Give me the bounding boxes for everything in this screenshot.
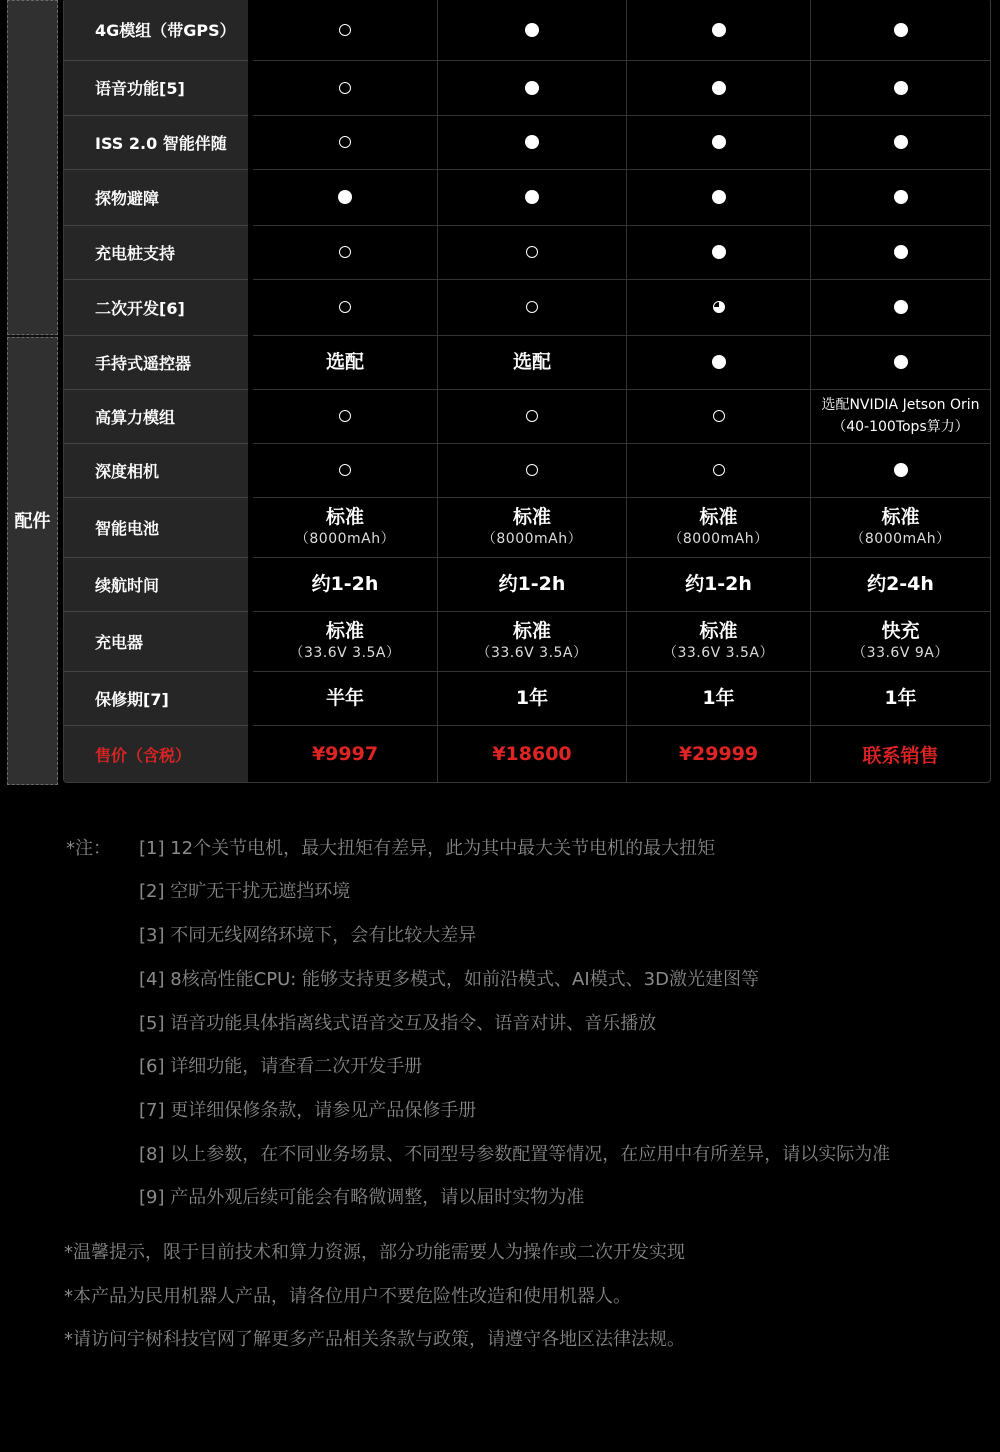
cell-value: 选配: [325, 351, 364, 373]
table-row: [64, 725, 990, 783]
table-cell: [627, 335, 810, 389]
table-cell: [811, 443, 990, 497]
cell-value: 约1-2h: [311, 573, 379, 595]
table-cell: [438, 169, 626, 225]
table-cell: [253, 725, 437, 783]
footnote-item: [8] 以上参数，在不同业务场景、不同型号参数配置等情况，在应用中有所差异，请以实际为准: [139, 1144, 891, 1165]
table-cell: [253, 169, 437, 225]
filled-circle-icon: [712, 23, 726, 37]
cell-value: 半年: [325, 687, 364, 709]
cell-value: 标准: [325, 506, 364, 528]
table-cell: [811, 611, 990, 671]
row-label: 语音功能[5]: [95, 79, 185, 98]
footnote-item: [7] 更详细保修条款，请参见产品保修手册: [139, 1100, 477, 1121]
filled-circle-icon: [525, 23, 539, 37]
empty-circle-icon: [339, 136, 351, 148]
table-cell: [253, 279, 437, 335]
price-value: ¥18600: [492, 743, 572, 765]
table-row: [64, 225, 990, 279]
table-cell: [438, 725, 626, 783]
table-row: [64, 0, 990, 60]
empty-circle-icon: [526, 410, 538, 422]
partial-circle-icon: [713, 301, 725, 313]
empty-circle-icon: [526, 246, 538, 258]
table-cell: [811, 279, 990, 335]
table-cell: [438, 60, 626, 115]
row-label: 高算力模组: [95, 407, 176, 427]
table-cell: [627, 169, 810, 225]
table-cell: [253, 557, 437, 611]
category-outline-upper: [7, 0, 58, 335]
table-row: [64, 169, 990, 225]
table-cell: [253, 0, 437, 60]
cell-subvalue: （8000mAh）: [294, 531, 396, 547]
filled-circle-icon: [894, 463, 908, 477]
filled-circle-icon: [525, 190, 539, 204]
row-label: 4G模组（带GPS）: [95, 21, 236, 40]
filled-circle-icon: [712, 190, 726, 204]
cell-value: 约1-2h: [685, 573, 752, 595]
row-label: 保修期[7]: [95, 689, 169, 709]
table-cell: [627, 557, 810, 611]
footnote-prefix: *注：: [66, 838, 111, 859]
cell-subvalue: （33.6V 9A）: [852, 645, 949, 661]
table-cell: [253, 443, 437, 497]
price-value: 联系销售: [862, 744, 939, 767]
table-cell: [253, 335, 437, 389]
table-cell: [253, 611, 437, 671]
table-cell: [253, 115, 437, 169]
filled-circle-icon: [894, 190, 908, 204]
table-cell: [811, 225, 990, 279]
cell-subvalue: （33.6V 3.5A）: [289, 645, 401, 661]
cell-value: 1年: [702, 687, 735, 709]
table-cell: [627, 389, 810, 443]
empty-circle-icon: [713, 410, 725, 422]
filled-circle-icon: [525, 135, 539, 149]
table-cell: [627, 611, 810, 671]
empty-circle-icon: [526, 301, 538, 313]
filled-circle-icon: [712, 355, 726, 369]
empty-circle-icon: [526, 464, 538, 476]
row-label: ISS 2.0 智能伴随: [95, 133, 227, 153]
filled-circle-icon: [712, 135, 726, 149]
filled-circle-icon: [712, 81, 726, 95]
table-row: [64, 443, 990, 497]
row-label: 探物避障: [95, 188, 160, 208]
footnote-item: [1] 12个关节电机，最大扭矩有差异，此为其中最大关节电机的最大扭矩: [139, 838, 716, 859]
cell-value: 标准: [699, 620, 738, 642]
empty-circle-icon: [339, 464, 351, 476]
spec-table: [63, 0, 991, 783]
table-cell: [627, 279, 810, 335]
table-row: [64, 557, 990, 611]
filled-circle-icon: [894, 245, 908, 259]
table-cell: [811, 497, 990, 557]
filled-circle-icon: [894, 23, 908, 37]
footnote-item: [9] 产品外观后续可能会有略微调整，请以届时实物为准: [139, 1187, 585, 1208]
filled-circle-icon: [525, 81, 539, 95]
cell-value: 标准: [512, 620, 551, 642]
table-cell: [438, 0, 626, 60]
category-label-accessories: 配件: [14, 511, 51, 532]
cell-subvalue: （8000mAh）: [481, 531, 583, 547]
cell-value: 约2-4h: [867, 573, 934, 595]
footnote-item: [4] 8核高性能CPU: 能够支持更多模式，如前沿模式、AI模式、3D激光建图等: [139, 969, 759, 990]
table-cell: [627, 671, 810, 725]
table-cell: [438, 225, 626, 279]
table-cell: [253, 497, 437, 557]
table-row: [64, 279, 990, 335]
table-cell: [438, 497, 626, 557]
category-outline-lower: [7, 337, 58, 785]
table-cell: [811, 0, 990, 60]
footnote-item: [6] 详细功能，请查看二次开发手册: [139, 1056, 423, 1077]
table-cell: [438, 611, 626, 671]
cell-note: （40-100Tops算力）: [832, 419, 969, 435]
empty-circle-icon: [339, 246, 351, 258]
table-row: [64, 389, 990, 443]
filled-circle-icon: [712, 245, 726, 259]
cell-value: 选配: [512, 351, 551, 373]
empty-circle-icon: [339, 410, 351, 422]
cell-value: 约1-2h: [498, 573, 566, 595]
cell-note: 选配NVIDIA Jetson Orin: [821, 397, 980, 413]
table-cell: [438, 335, 626, 389]
cell-subvalue: （8000mAh）: [668, 531, 769, 547]
table-cell: [253, 60, 437, 115]
table-cell: [438, 389, 626, 443]
empty-circle-icon: [339, 82, 351, 94]
footnote-item: [5] 语音功能具体指离线式语音交互及指令、语音对讲、音乐播放: [139, 1013, 657, 1034]
table-cell: [811, 115, 990, 169]
filled-circle-icon: [894, 300, 908, 314]
table-cell: [627, 225, 810, 279]
tip-line: *请访问宇树科技官网了解更多产品相关条款与政策，请遵守各地区法律法规。: [64, 1329, 685, 1350]
table-cell: [627, 60, 810, 115]
tip-line: *温馨提示，限于目前技术和算力资源，部分功能需要人为操作或二次开发实现: [64, 1242, 685, 1263]
table-row: [64, 115, 990, 169]
table-cell: [438, 115, 626, 169]
table-cell: [438, 671, 626, 725]
filled-circle-icon: [338, 190, 352, 204]
row-label: 深度相机: [95, 461, 160, 481]
cell-value: 标准: [881, 506, 920, 528]
table-row: [64, 335, 990, 389]
table-cell: [627, 115, 810, 169]
row-label: 充电器: [95, 632, 144, 652]
filled-circle-icon: [894, 81, 908, 95]
cell-value: 标准: [325, 620, 364, 642]
filled-circle-icon: [894, 135, 908, 149]
cell-value: 标准: [699, 506, 738, 528]
cell-value: 1年: [515, 687, 549, 709]
table-cell: [811, 725, 990, 783]
cell-value: 1年: [884, 687, 917, 709]
row-label: 售价（含税）: [95, 745, 192, 765]
table-cell: [627, 725, 810, 783]
cell-subvalue: （8000mAh）: [850, 531, 951, 547]
table-cell: [811, 557, 990, 611]
table-row: [64, 611, 990, 671]
table-cell: [811, 169, 990, 225]
table-cell: [438, 443, 626, 497]
table-row: [64, 497, 990, 557]
price-value: ¥29999: [678, 743, 759, 765]
table-row: [64, 671, 990, 725]
cell-subvalue: （33.6V 3.5A）: [476, 645, 588, 661]
filled-circle-icon: [894, 355, 908, 369]
tip-line: *本产品为民用机器人产品，请各位用户不要危险性改造和使用机器人。: [64, 1286, 631, 1307]
cell-value: 快充: [881, 620, 920, 642]
table-cell: [811, 60, 990, 115]
table-cell: [438, 557, 626, 611]
table-row: [64, 60, 990, 115]
cell-value: 标准: [512, 506, 551, 528]
empty-circle-icon: [713, 464, 725, 476]
row-label: 充电桩支持: [95, 243, 176, 263]
row-label: 续航时间: [95, 575, 160, 595]
table-cell: [253, 225, 437, 279]
table-cell: [811, 335, 990, 389]
table-cell: [811, 389, 990, 443]
row-label: 智能电池: [95, 518, 160, 538]
empty-circle-icon: [339, 301, 351, 313]
footnote-item: [2] 空旷无干扰无遮挡环境: [139, 881, 351, 902]
table-cell: [253, 389, 437, 443]
table-cell: [438, 279, 626, 335]
row-label: 二次开发[6]: [95, 298, 185, 318]
table-cell: [253, 671, 437, 725]
row-label: 手持式遥控器: [95, 353, 192, 373]
cell-subvalue: （33.6V 3.5A）: [662, 645, 775, 661]
footnote-item: [3] 不同无线网络环境下，会有比较大差异: [139, 925, 477, 946]
table-cell: [627, 443, 810, 497]
table-cell: [627, 0, 810, 60]
table-cell: [811, 671, 990, 725]
price-value: ¥9997: [311, 743, 379, 765]
table-cell: [627, 497, 810, 557]
empty-circle-icon: [339, 24, 351, 36]
